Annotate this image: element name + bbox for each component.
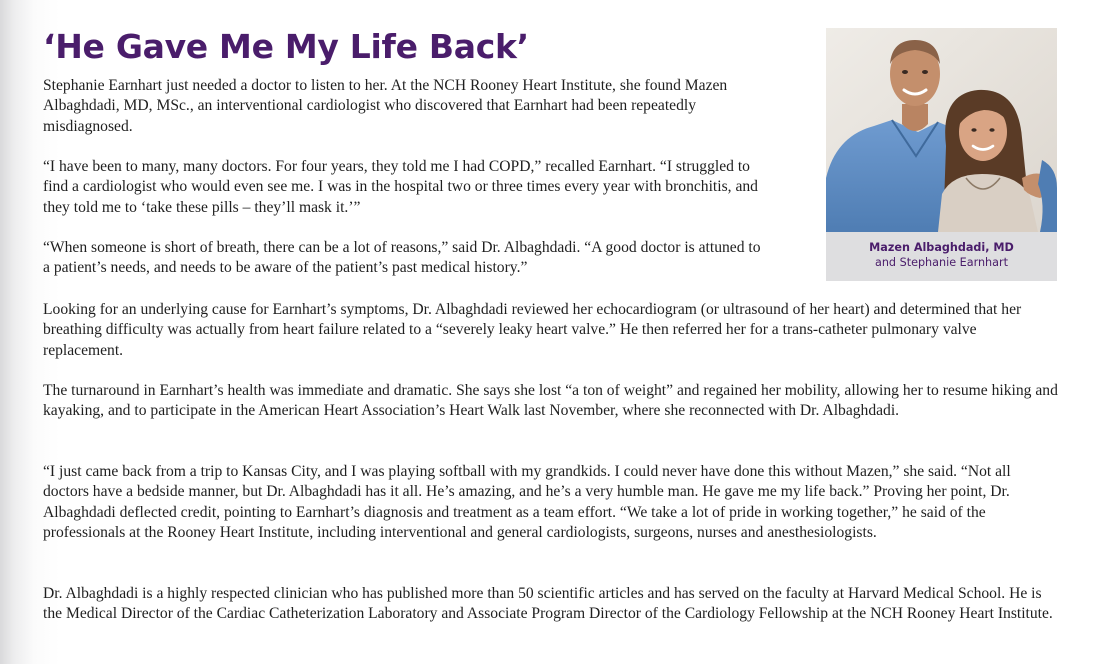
article-paragraph-6: “I just came back from a trip to Kansas City, and I was playing softball with my grandkids. I could never have done this without Mazen,” she said. “Not all doctors have a bedside manner, but Dr. Albaghdadi has it all. He’s amazing, and he’s a very humble man. He gave me my life back.” Proving her point, Dr. Albaghdadi deflected credit, pointing to Earnhart’s diagnosis and treatment as a team effort. “We take a lot of pride in working together,” he said of the professionals at the Rooney Heart Institute, including interventional and general cardiologists, surgeons, nurses and anesthesiologists. <box>43 463 1011 542</box>
article-paragraph-4: Looking for an underlying cause for Earnhart’s symptoms, Dr. Albaghdadi reviewed her echocardiogram (or ultrasound of her heart) and determined that her breathing difficulty was actually from heart failure related to a “severely leaky heart valve.” He then referred her for a trans-catheter pulmonary valve replacement. <box>43 301 1022 359</box>
caption-subtitle: and Stephanie Earnhart <box>874 256 1008 269</box>
article-paragraph-2: “I have been to many, many doctors. For four years, they told me I had COPD,” recalled Earnhart. “I struggled to find a cardiologist who would even see me. I was in the hospital two or three times every year with bronchitis, and they told me to ‘take these pills – they’ll mask it.’” <box>43 158 758 216</box>
article-paragraph-7: Dr. Albaghdadi is a highly respected clinician who has published more than 50 scientific articles and has served on the faculty at Harvard Medical School. He is the Medical Director of the Cardiac Catheterization Laboratory and Associate Program Director of the Cardiology Fellowship at the NCH Rooney Heart Institute. <box>43 585 1053 623</box>
caption-name: Mazen Albaghdadi, MD <box>869 241 1014 254</box>
portrait-photo <box>826 28 1057 232</box>
portrait-illustration <box>826 28 1057 232</box>
article-paragraph-5: The turnaround in Earnhart’s health was immediate and dramatic. She says she lost “a ton of weight” and regained her mobility, allowing her to resume hiking and kayaking, and to participate in the American Heart Association’s Heart Walk last November, where she reconnected with Dr. Albaghdadi. <box>43 382 1058 420</box>
article-paragraph-3: “When someone is short of breath, there can be a lot of reasons,” said Dr. Albaghdadi. “A good doctor is attuned to a patient’s needs, and needs to be aware of the patient’s past medical history.” <box>43 239 761 277</box>
article-paragraph-1: Stephanie Earnhart just needed a doctor to listen to her. At the NCH Rooney Heart Institute, she found Mazen Albaghdadi, MD, MSc., an interventional cardiologist who discovered that Earnhart had been repeatedly misdiagnosed. <box>43 77 728 135</box>
photo-figure <box>826 28 1057 281</box>
photo-caption <box>826 232 1057 281</box>
article-headline: ‘He Gave Me My Life Back’ <box>43 27 529 66</box>
